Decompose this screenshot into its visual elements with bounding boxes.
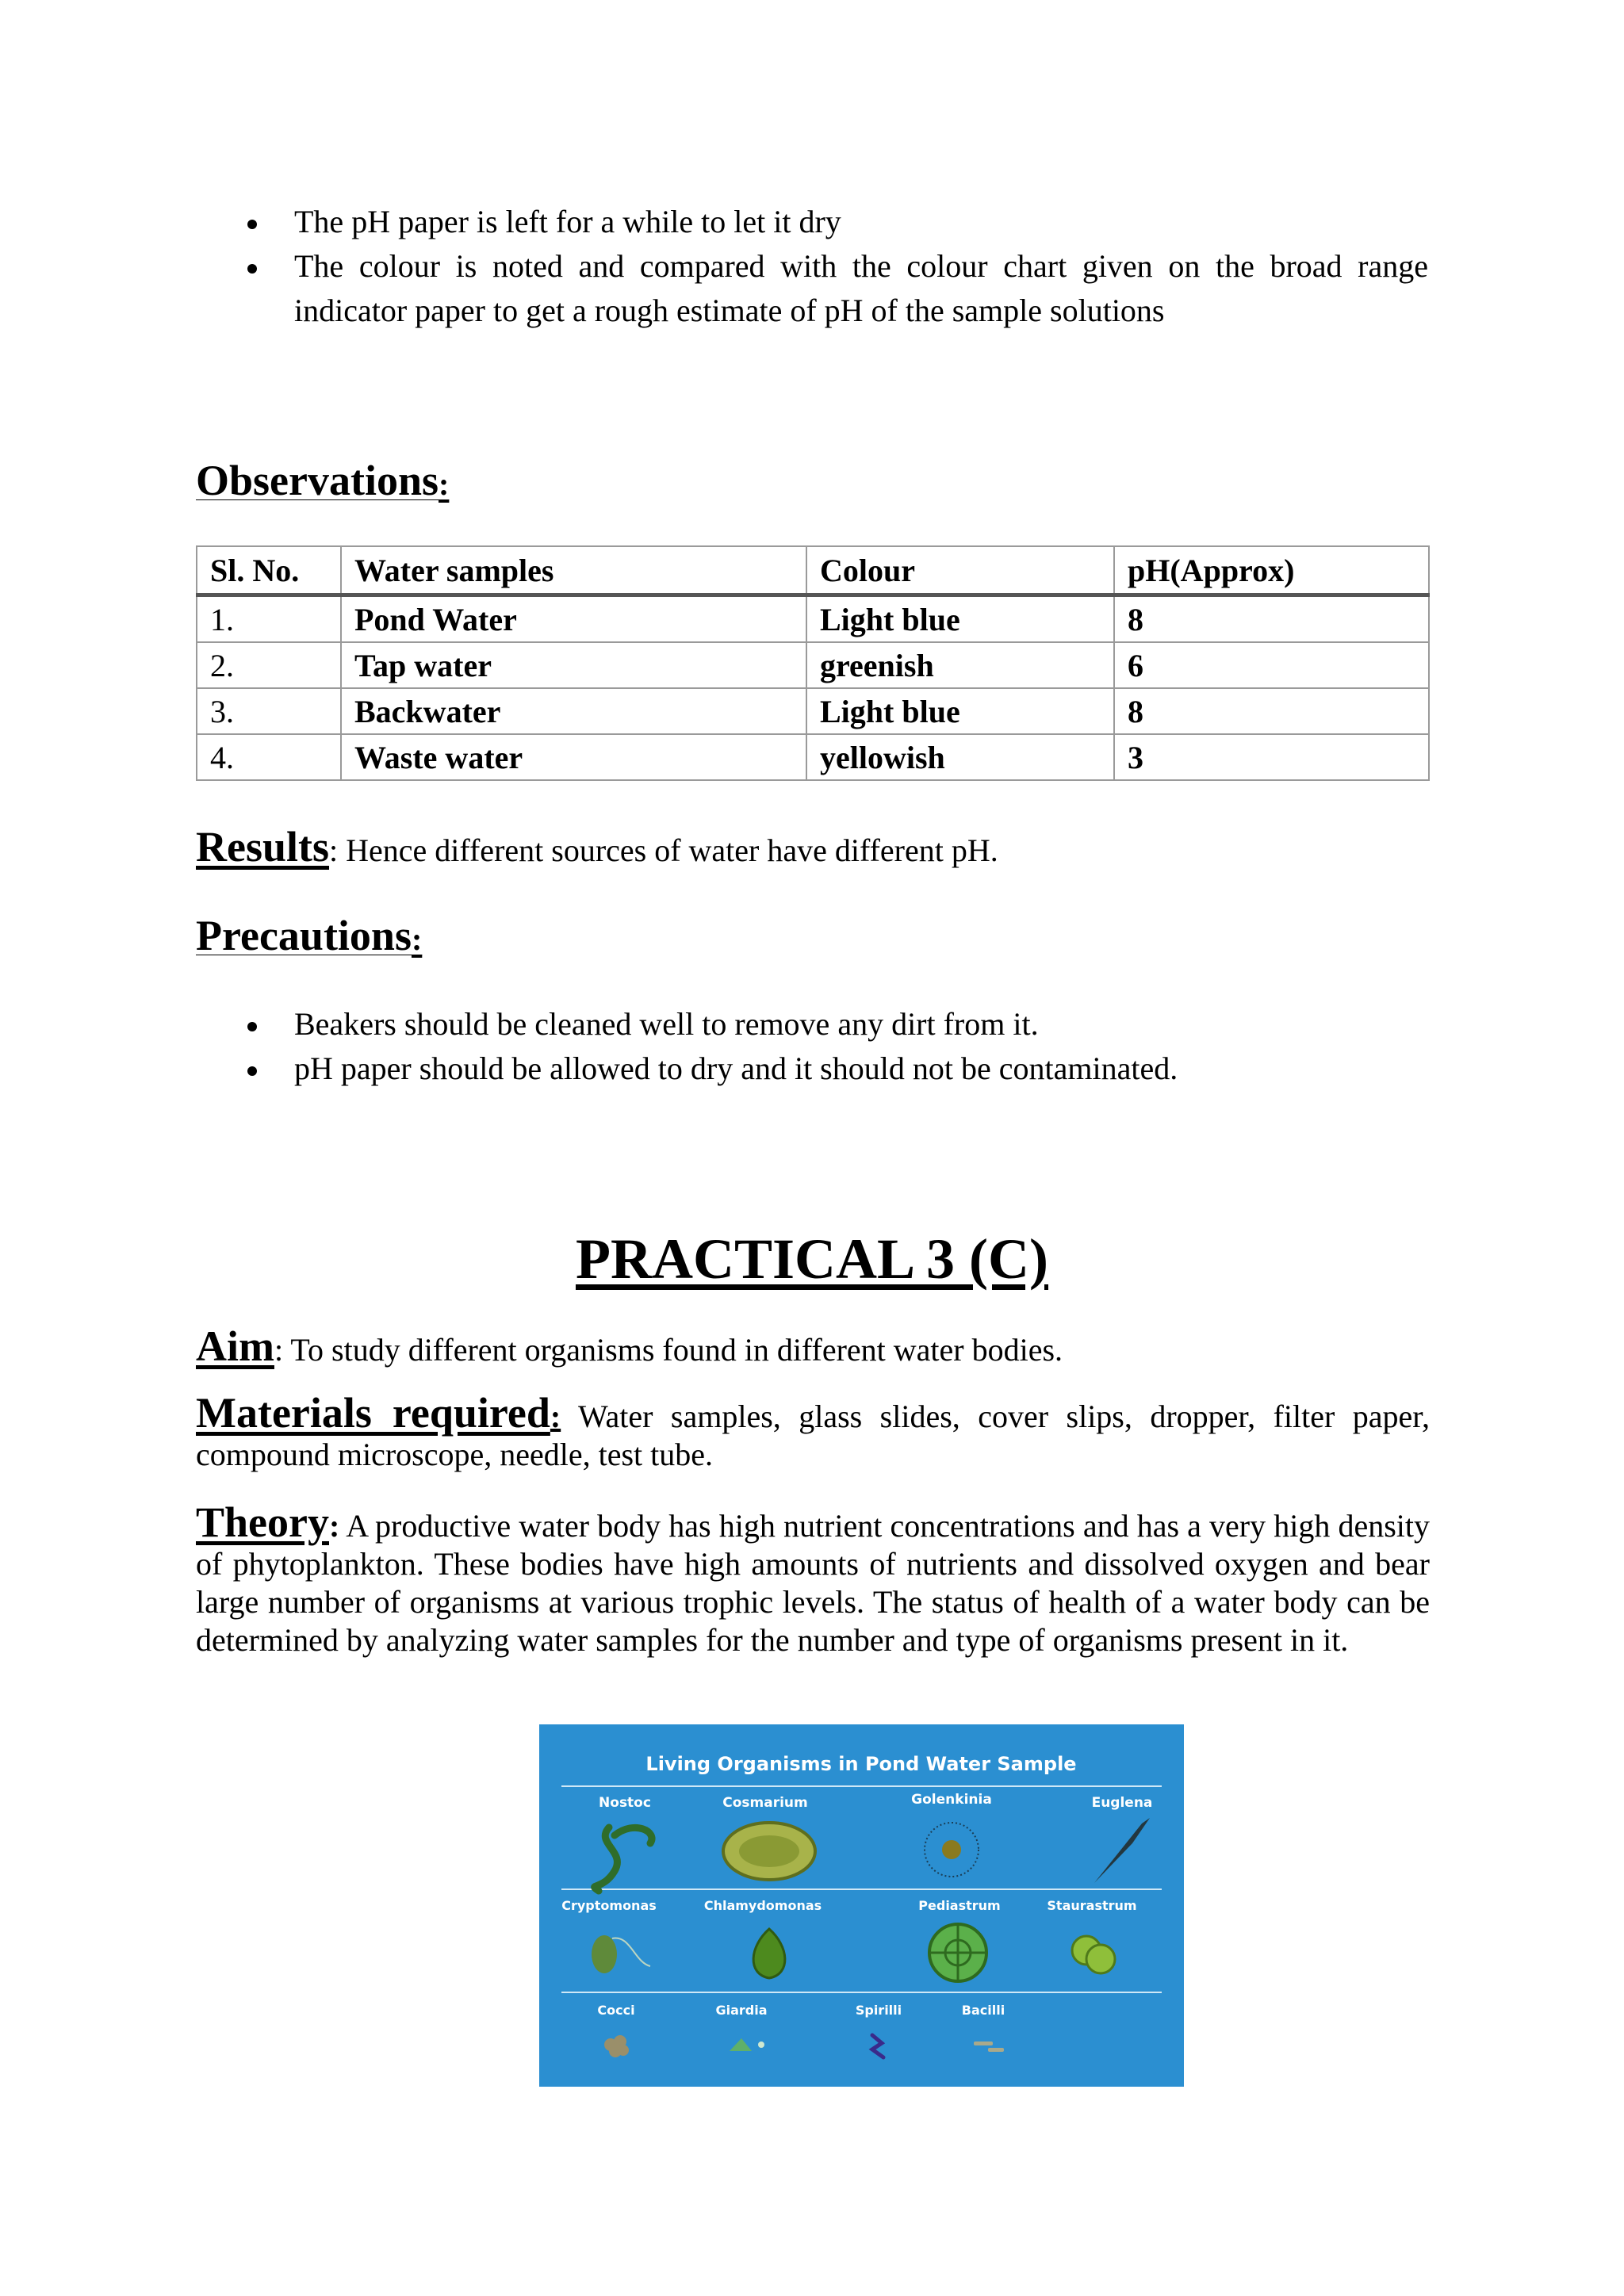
theory-text: A productive water body has high nutrient concentrations and has a very high density of phytoplankton. These bodies have high amounts of nutrients and dissolved oxygen and bear large number of organisms at various trophic levels. The status of health of a water body can be determined by analyzing water samples for the number and type of organisms present in it. [196, 1508, 1430, 1658]
bullet-icon [247, 1022, 257, 1031]
theory-colon: : [329, 1508, 340, 1544]
table-row [197, 688, 1429, 734]
bullet-text: Beakers should be cleaned well to remove any dirt from it. [294, 1006, 1039, 1042]
table-row [197, 595, 1429, 643]
organism-label: Golenkinia [911, 1792, 992, 1808]
table-cell: Pond Water [341, 595, 806, 643]
bullet-icon [247, 264, 257, 274]
table-cell: Tap water [341, 642, 806, 688]
table-cell: 1. [197, 595, 341, 643]
table-cell: 4. [197, 734, 341, 780]
table-cell: Light blue [806, 688, 1114, 734]
aim-heading: Aim [196, 1322, 274, 1370]
chlamydomonas-icon [753, 1929, 785, 1978]
organism-label: Nostoc [599, 1795, 651, 1811]
table-cell: 8 [1114, 688, 1429, 734]
intro-bullet-list [0, 200, 1428, 333]
bullet-text: pH paper should be allowed to dry and it should not be contaminated. [294, 1050, 1178, 1086]
cocci-icon [604, 2035, 629, 2057]
table-header-cell: Colour [806, 546, 1114, 595]
staurastrum-icon [1072, 1936, 1115, 1973]
figure-title: Living Organisms in Pond Water Sample [645, 1753, 1077, 1775]
table-cell: 2. [197, 642, 341, 688]
table-cell: greenish [806, 642, 1114, 688]
results-heading: Results [196, 823, 330, 871]
organism-label: Cocci [597, 2003, 635, 2018]
materials-colon: : [550, 1399, 561, 1434]
bullet-icon [247, 1066, 257, 1076]
organism-label: Euglena [1091, 1795, 1153, 1811]
materials-heading: Materials required [196, 1389, 550, 1437]
theory-heading: Theory [196, 1498, 329, 1546]
precautions-list [0, 1002, 1428, 1091]
table-header-cell: Water samples [341, 546, 806, 595]
table-header-cell: pH(Approx) [1114, 546, 1429, 595]
results-text: : Hence different sources of water have different pH. [329, 832, 998, 868]
table-header-cell: Sl. No. [197, 546, 341, 595]
table-header-row [197, 546, 1429, 595]
table-cell: 8 [1114, 595, 1429, 643]
nostoc-icon [595, 1827, 652, 1891]
organism-label: Cryptomonas [561, 1898, 657, 1913]
table-row [197, 734, 1429, 780]
pond-organisms-figure [539, 1724, 1184, 2087]
organisms-illustration [539, 1724, 1184, 2087]
table-row [197, 642, 1429, 688]
practical-title: PRACTICAL 3 (C) [575, 1227, 1048, 1291]
observations-heading: Observations: [196, 457, 450, 504]
list-item [0, 200, 1428, 244]
giardia-icon [730, 2038, 764, 2051]
organism-label: Bacilli [961, 2003, 1005, 2018]
euglena-icon [1094, 1818, 1150, 1883]
organism-label: Cosmarium [722, 1795, 808, 1811]
table-cell: 3. [197, 688, 341, 734]
results-paragraph [196, 825, 1430, 873]
precautions-heading: Precautions: [196, 912, 423, 959]
organism-label: Staurastrum [1047, 1898, 1137, 1913]
bullet-text: The pH paper is left for a while to let it dry [294, 204, 841, 239]
spirilli-icon [872, 2035, 883, 2057]
organism-label: Giardia [715, 2003, 768, 2018]
table-cell: 3 [1114, 734, 1429, 780]
table-cell: Backwater [341, 688, 806, 734]
bullet-icon [247, 220, 257, 229]
theory-paragraph [196, 1498, 1430, 1659]
table-cell: Waste water [341, 734, 806, 780]
list-item [0, 1002, 1428, 1047]
aim-paragraph [196, 1324, 1430, 1372]
organism-label: Chlamydomonas [703, 1898, 822, 1913]
pediastrum-icon [929, 1924, 986, 1981]
bullet-text: The colour is noted and compared with the colour chart given on the broad range indicator paper to get a rough estimate of pH of the sample solutions [294, 248, 1428, 328]
list-item [0, 1047, 1428, 1091]
observations-table [196, 545, 1430, 781]
materials-text: Water samples, glass slides, cover slips, dropper, filter paper, compound microscope, needle, test tube. [196, 1399, 1430, 1472]
organism-label: Spirilli [855, 2003, 902, 2018]
list-item [0, 244, 1428, 333]
cosmarium-detail [739, 1835, 799, 1867]
table-cell: 6 [1114, 642, 1429, 688]
table-cell: Light blue [806, 595, 1114, 643]
bacilli-icon [974, 2042, 1004, 2052]
organism-label: Pediastrum [918, 1898, 1001, 1913]
materials-paragraph [196, 1389, 1430, 1474]
aim-text: : To study different organisms found in different water bodies. [274, 1332, 1063, 1368]
cryptomonas-icon [592, 1935, 650, 1973]
table-cell: yellowish [806, 734, 1114, 780]
golenkinia-icon [925, 1823, 979, 1877]
